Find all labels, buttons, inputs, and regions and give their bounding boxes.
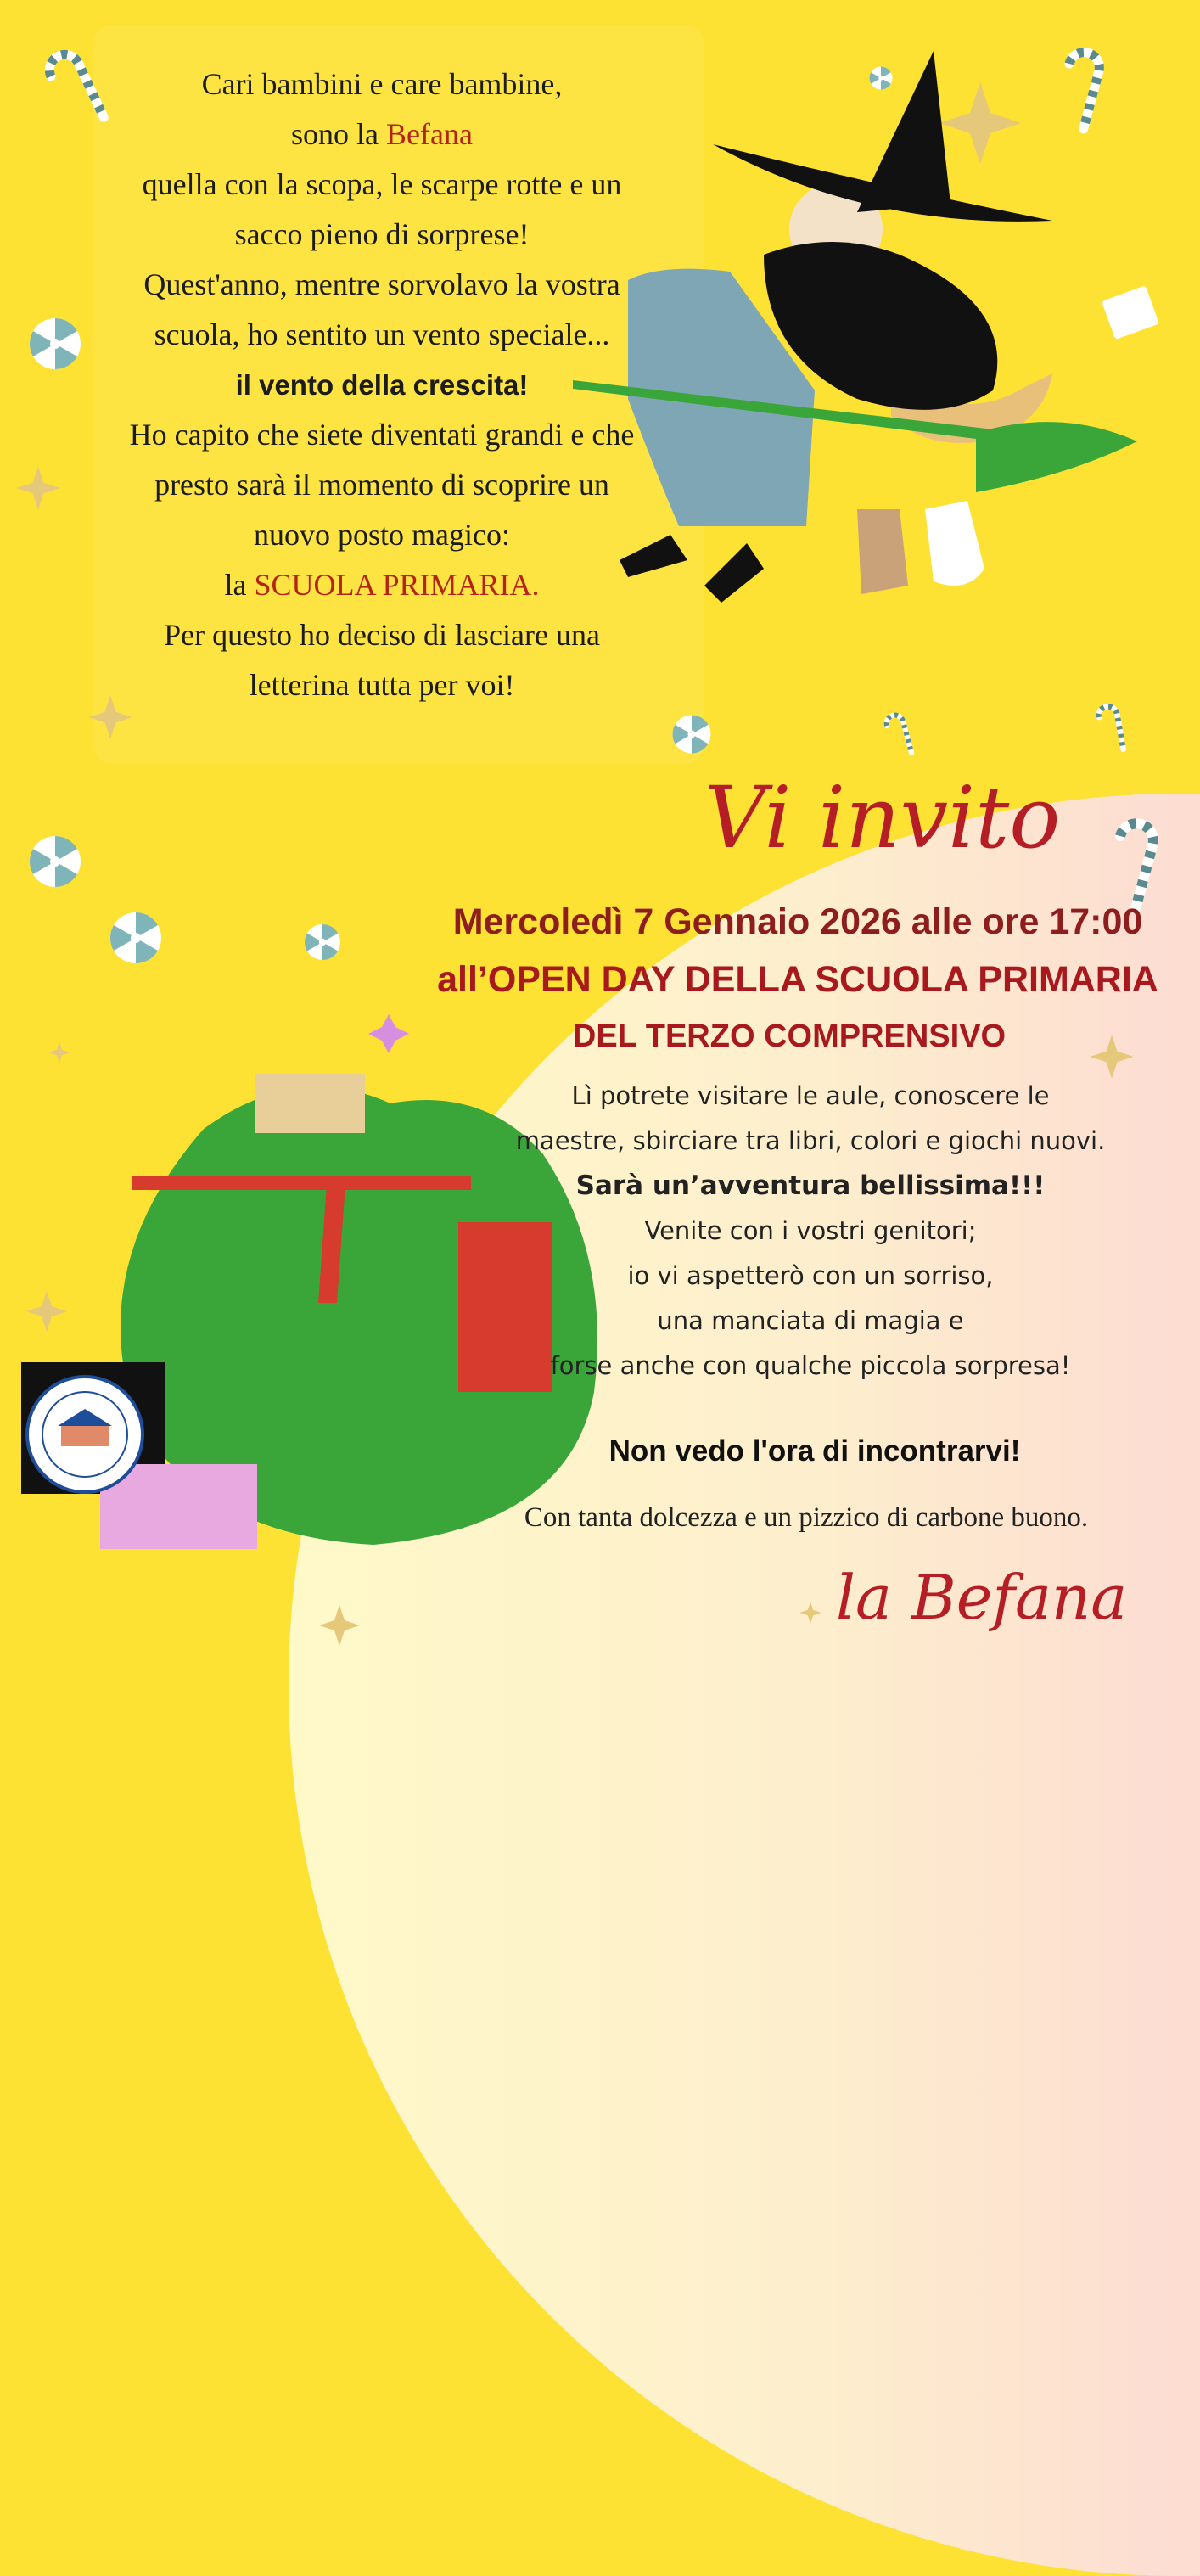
- candy-cane-icon: [1054, 49, 1103, 129]
- event-name: all’OPEN DAY DELLA SCUOLA PRIMARIA: [437, 959, 1158, 1000]
- star-icon: [939, 82, 1021, 164]
- candy-cane-icon: [1103, 820, 1157, 908]
- letter-text: Quest'anno, mentre sorvolavo la vostra: [143, 267, 620, 301]
- letter-text: Ho capito che siete diventati grandi e che: [129, 418, 635, 452]
- body-line-highlight: Sarà un’avventura bellissima!!!: [575, 1170, 1046, 1201]
- closing-line: Non vedo l'ora di incontrarvi!: [608, 1434, 1021, 1468]
- letter-line: [85, 560, 679, 610]
- star-icon: [48, 1041, 70, 1064]
- body-line: Venite con i vostri genitori;: [644, 1216, 977, 1245]
- body-line: Lì potrete visitare le aule, conoscere le: [571, 1081, 1050, 1110]
- letter-text: sono la: [291, 117, 387, 151]
- school-logo: [27, 1377, 143, 1492]
- letter-line: [85, 610, 679, 660]
- letter-text: la: [224, 568, 255, 602]
- letter-line: [85, 160, 679, 210]
- letter-text: Cari bambini e care bambine,: [201, 67, 563, 101]
- letter-line: [85, 410, 679, 460]
- sparkle-icon: [368, 1014, 409, 1053]
- gift-box-icon: [1102, 285, 1159, 340]
- letter-line: [85, 310, 679, 360]
- peppermint-candy-icon: [30, 836, 81, 887]
- event-date: Mercoledì 7 Gennaio 2026 alle ore 17:00: [452, 901, 1143, 942]
- star-icon: [16, 466, 59, 509]
- letter-text: nuovo posto magico:: [254, 518, 510, 552]
- candy-cane-icon: [884, 713, 911, 757]
- peppermint-candy-icon: [305, 924, 340, 960]
- candy-cane-icon: [1097, 705, 1123, 753]
- peppermint-candy-icon: [30, 318, 81, 369]
- letter-text: quella con la scopa, le scarpe rotte e un: [142, 167, 622, 201]
- letter-line: [85, 360, 679, 410]
- letter-line: [85, 59, 679, 109]
- letter-text: scuola, ho sentito un vento speciale...: [154, 317, 610, 351]
- letter-text: presto sarà il momento di scoprire un: [154, 468, 609, 502]
- letter-line: [85, 109, 679, 160]
- letter-text: Per questo ho deciso di lasciare una: [164, 618, 600, 652]
- star-icon: [26, 1291, 67, 1332]
- letter-highlight: SCUOLA PRIMARIA.: [254, 568, 540, 602]
- letter-text: sacco pieno di sorprese!: [234, 217, 530, 251]
- body-line: io vi aspetterò con un sorriso,: [627, 1261, 994, 1290]
- body-line: una manciata di magia e: [657, 1306, 964, 1335]
- signoff-line: Con tanta dolcezza e un pizzico di carbone buono.: [524, 1502, 1089, 1533]
- letter-line: [85, 660, 679, 710]
- peppermint-candy-icon: [110, 912, 161, 963]
- invite-body: [475, 1074, 1146, 1389]
- invite-title: Vi invito: [704, 768, 1061, 867]
- star-icon: [319, 1605, 360, 1646]
- letter-line: [85, 210, 679, 260]
- letter-text: il vento della crescita!: [235, 369, 529, 401]
- peppermint-candy-icon: [672, 716, 710, 754]
- befana-letter: [85, 59, 679, 710]
- letter-line: [85, 260, 679, 310]
- body-line: maestre, sbirciare tra libri, colori e giochi nuovi.: [515, 1126, 1106, 1155]
- school-name: DEL TERZO COMPRENSIVO: [572, 1019, 1007, 1054]
- letter-line: [85, 510, 679, 560]
- body-line: forse anche con qualche piccola sorpresa!: [550, 1351, 1071, 1380]
- letter-text: letterina tutta per voi!: [249, 668, 515, 702]
- star-icon: [799, 1602, 821, 1624]
- letter-line: [85, 460, 679, 510]
- peppermint-candy-icon: [869, 66, 892, 89]
- letter-highlight: Befana: [386, 117, 473, 151]
- signature: la Befana: [836, 1562, 1128, 1633]
